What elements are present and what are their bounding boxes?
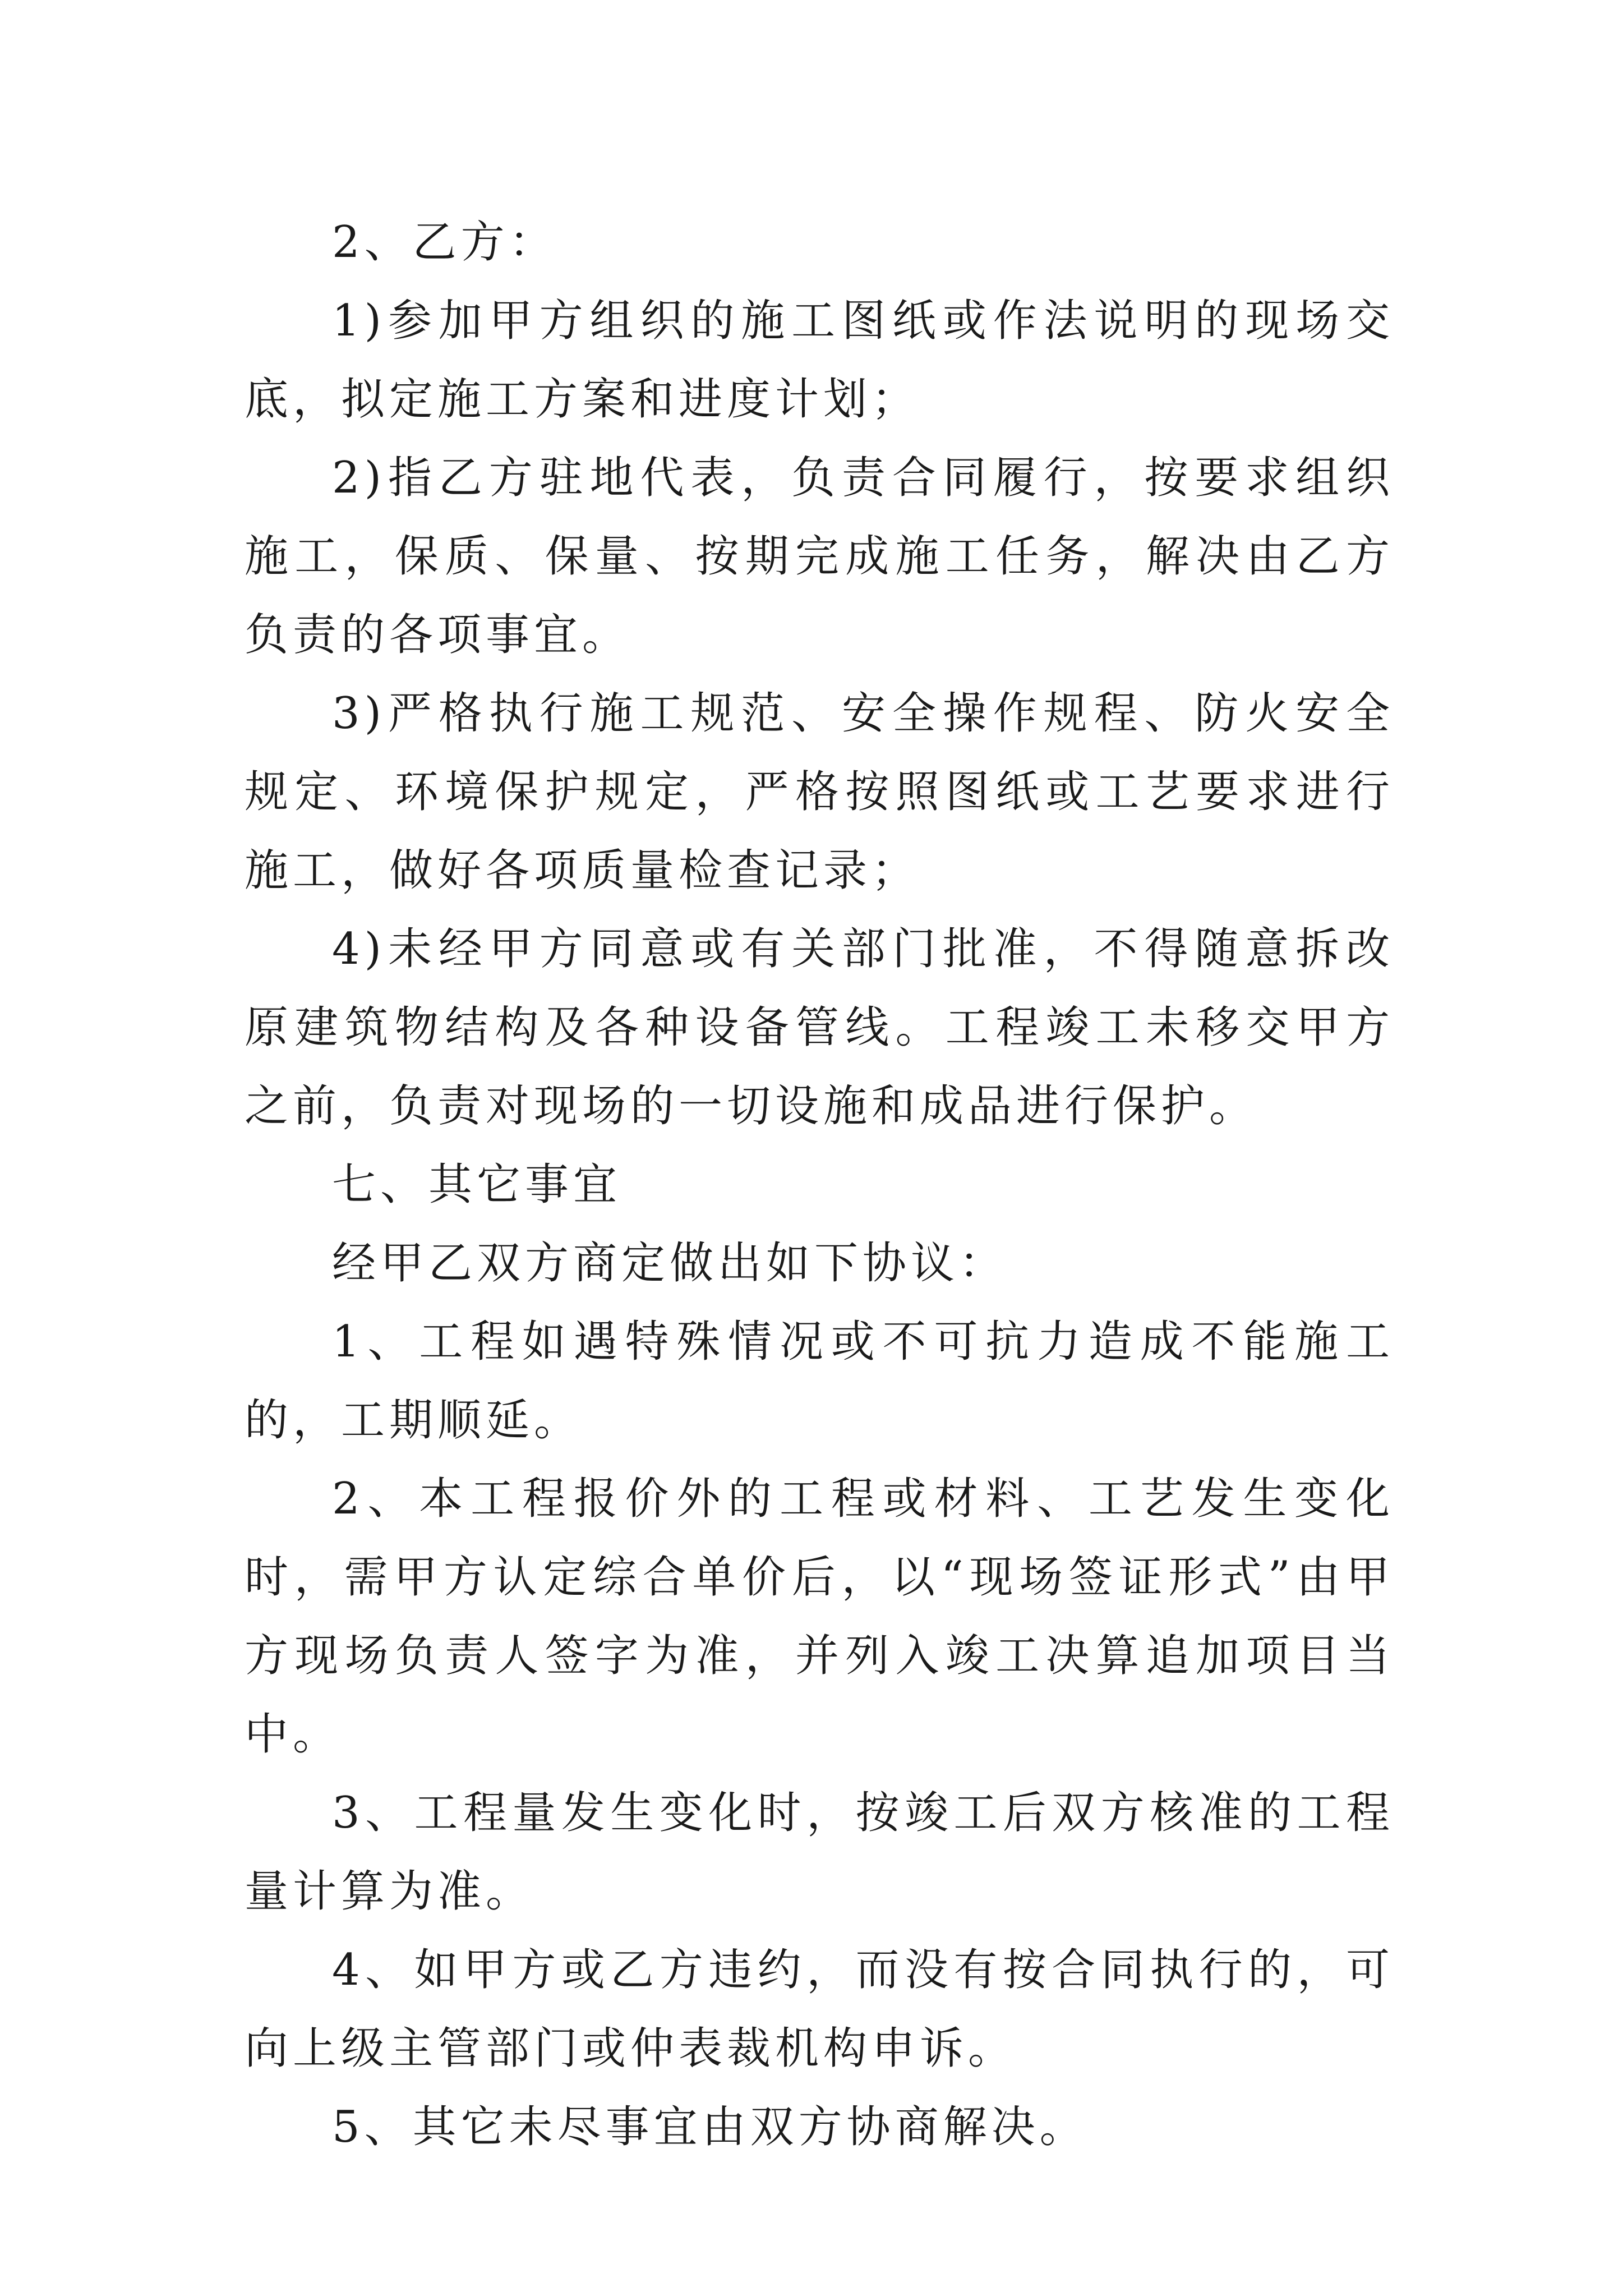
paragraph-agreement-3: 3、工程量发生变化时，按竣工后双方核准的工程量计算为准。 [245,1788,1394,1917]
paragraph-b-item-1: 1)参加甲方组织的施工图纸或作法说明的现场交底，拟定施工方案和进度计划； [245,296,1394,425]
paragraph-agreement-2: 2、本工程报价外的工程或材料、工艺发生变化时，需甲方认定综合单价后，以“现场签证形式”由甲方现场负责人签字为准，并列入竣工决算追加项目当中。 [245,1474,1394,1760]
document-body [245,203,1394,2166]
paragraph-agreement-intro: 经甲乙双方商定做出如下协议： [332,1238,1008,1289]
section-heading-other-matters: 七、其它事宜 [332,1159,622,1210]
paragraph-b-item-4: 4)未经甲方同意或有关部门批准，不得随意拆改原建筑物结构及各种设备管线。工程竣工未移交甲方之前，负责对现场的一切设施和成品进行保护。 [245,924,1394,1131]
paragraph-b-item-3: 3)严格执行施工规范、安全操作规程、防火安全规定、环境保护规定，严格按照图纸或工艺要求进行施工，做好各项质量检查记录； [245,688,1394,896]
paragraph-agreement-1: 1、工程如遇特殊情况或不可抗力造成不能施工的，工期顺延。 [245,1317,1394,1446]
paragraph-party-b-heading: 2、乙方： [332,217,557,268]
paragraph-agreement-4: 4、如甲方或乙方违约，而没有按合同执行的，可向上级主管部门或仲表裁机构申诉。 [245,1945,1394,2074]
paragraph-agreement-5: 5、其它未尽事宜由双方协商解决。 [332,2102,1088,2152]
paragraph-b-item-2: 2)指乙方驻地代表，负责合同履行，按要求组织施工，保质、保量、按期完成施工任务，解决由乙方负责的各项事宜。 [245,453,1394,660]
